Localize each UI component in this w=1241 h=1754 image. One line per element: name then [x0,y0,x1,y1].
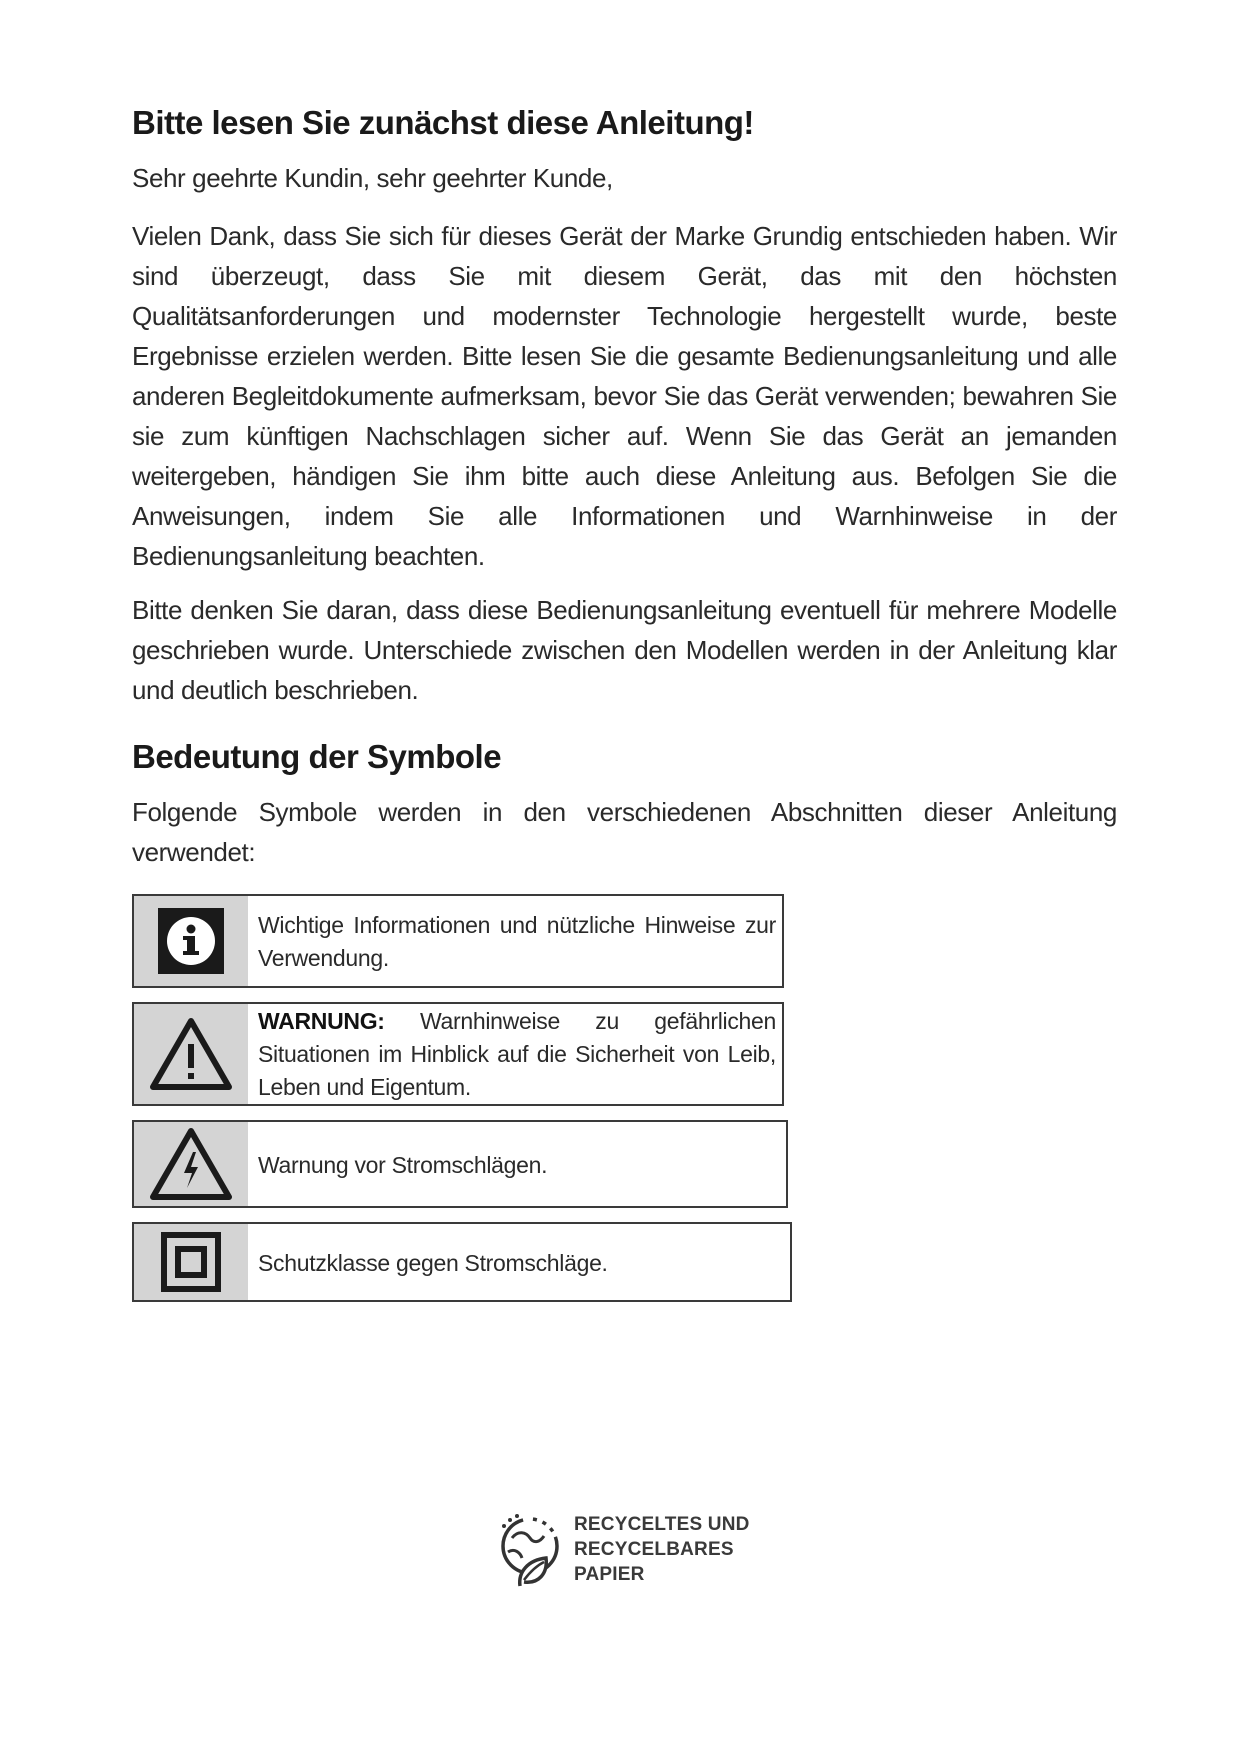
page-title: Bitte lesen Sie zunächst diese Anleitung! [132,104,754,141]
warning-label: WARNUNG: [258,1007,385,1034]
intro-paragraph: Vielen Dank, dass Sie sich für dieses Gerät der Marke Grundig entschieden haben. Wir sind überzeugt, dass Sie mit diesem Gerät, das mit den höchsten Qualitätsanforderungen und modernster Technologie hergestellt wurde, beste Ergebnisse erzielen werden. Bitte lesen Sie die gesamte Bedienungsanleitung und alle anderen Begleitdokumente aufmerksam, bevor Sie das Gerät verwenden; bewahren Sie sie zum künftigen Nachschlagen sicher auf. Wenn Sie das Gerät an jemanden weitergeben, händigen Sie ihm bitte auch diese Anleitung aus. Befolgen Sie die Anweisungen, indem Sie alle Informationen und Warnhinweise in der Bedienungsanleitung beachten. [132,221,1117,571]
symbols-heading: Bedeutung der Symbole [132,738,502,775]
document-page [132,100,1117,1316]
warning-description: Warnhinweise zu gefährlichen Situationen im Hinblick auf die Sicherheit von Leib, Leben und Eigentum. [258,1007,776,1100]
info-icon [134,896,248,986]
symbol-text: Wichtige Informationen und nützliche Hinweise zur Verwendung. [258,912,776,971]
symbols-table [132,894,1117,1302]
electric-shock-icon [134,1122,248,1206]
symbol-row-info [132,894,784,988]
symbol-text [248,1004,782,1104]
protection-class-icon [134,1224,248,1300]
symbol-text: Schutzklasse gegen Stromschläge. [258,1249,608,1276]
salutation: Sehr geehrte Kundin, sehr geehrter Kunde, [132,163,613,193]
logo-text: RECYCELTES UND RECYCELBARES PAPIER [574,1513,750,1585]
recycled-paper-icon [494,1508,564,1590]
symbol-row-warning [132,1002,784,1106]
symbol-row-protection-class [132,1222,792,1302]
symbol-text: Warnung vor Stromschlägen. [258,1151,548,1178]
warning-icon [134,1004,248,1104]
symbol-row-electric-shock [132,1120,788,1208]
models-paragraph: Bitte denken Sie daran, dass diese Bedienungsanleitung eventuell für mehrere Modelle geschrieben wurde. Unterschiede zwischen den Modellen werden in der Anleitung klar und deutlich beschrieben. [132,595,1117,705]
recycled-paper-logo [494,1508,750,1590]
symbols-intro: Folgende Symbole werden in den verschiedenen Abschnitten dieser Anleitung verwendet: [132,797,1117,867]
